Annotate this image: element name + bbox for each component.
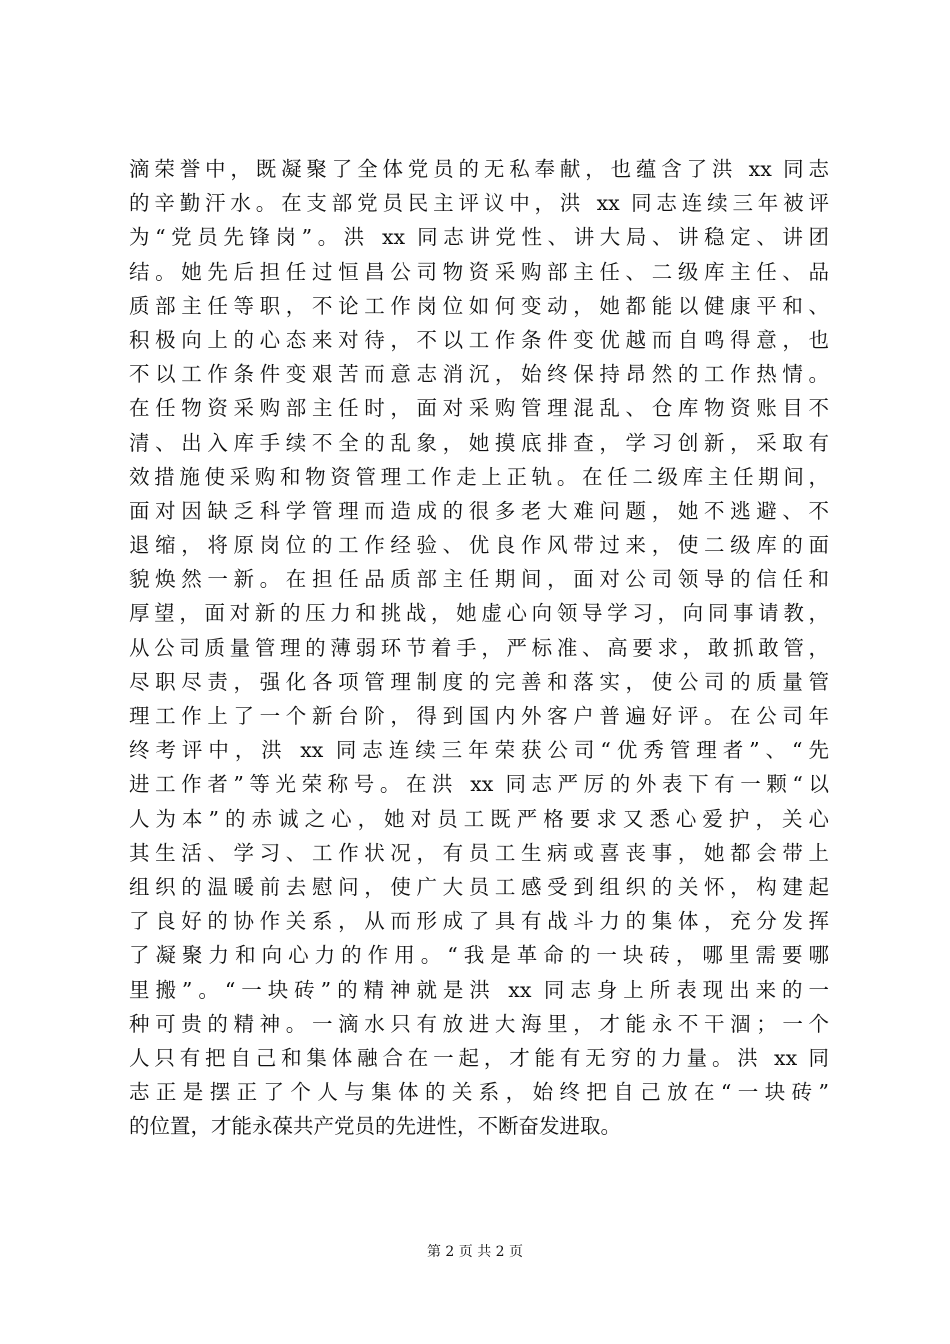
text-line: 效措施使采购和物资管理工作走上正轨。在任二级库主任期间， xyxy=(129,464,829,489)
text-line: 貌焕然一新。在担任品质部主任期间，面对公司领导的信任和 xyxy=(129,567,829,592)
text-line: 种可贵的精神。一滴水只有放进大海里，才能永不干涸；一个 xyxy=(129,1011,829,1036)
text-line: 进工作者”等光荣称号。在洪 xx 同志严厉的外表下有一颗“以 xyxy=(129,772,829,797)
text-line: 组织的温暖前去慰问，使广大员工感受到组织的关怀，构建起 xyxy=(129,874,829,899)
text-line: 质部主任等职，不论工作岗位如何变动，她都能以健康平和、 xyxy=(129,293,829,318)
text-line: 了良好的协作关系，从而形成了具有战斗力的集体，充分发挥 xyxy=(129,909,829,934)
text-line: 终考评中，洪 xx 同志连续三年荣获公司“优秀管理者”、“先 xyxy=(129,738,829,763)
text-line: 的辛勤汗水。在支部党员民主评议中，洪 xx 同志连续三年被评 xyxy=(129,191,829,216)
text-line: 尽职尽责，强化各项管理制度的完善和落实，使公司的质量管 xyxy=(129,669,829,694)
text-line: 里搬”。“一块砖”的精神就是洪 xx 同志身上所表现出来的一 xyxy=(129,977,829,1002)
text-line: 了凝聚力和向心力的作用。“我是革命的一块砖，哪里需要哪 xyxy=(129,943,829,968)
text-line: 志正是摆正了个人与集体的关系，始终把自己放在“一块砖” xyxy=(129,1080,829,1105)
body-text xyxy=(129,152,829,1143)
text-line: 的位置，才能永葆共产党员的先进性，不断奋发进取。 xyxy=(129,1114,621,1139)
text-line: 在任物资采购部主任时，面对采购管理混乱、仓库物资账目不 xyxy=(129,396,829,421)
text-line: 滴荣誉中，既凝聚了全体党员的无私奉献，也蕴含了洪 xx 同志 xyxy=(129,157,829,181)
text-line: 人为本”的赤诚之心，她对员工既严格要求又悉心爱护，关心 xyxy=(129,806,829,831)
text-line: 理工作上了一个新台阶，得到国内外客户普遍好评。在公司年 xyxy=(129,704,829,728)
text-line: 从公司质量管理的薄弱环节着手，严标准、高要求，敢抓敢管， xyxy=(129,635,829,660)
text-line: 积极向上的心态来对待，不以工作条件变优越而自鸣得意，也 xyxy=(129,327,829,352)
text-line: 为“党员先锋岗”。洪 xx 同志讲党性、讲大局、讲稳定、讲团 xyxy=(129,225,829,250)
page-footer: 第 2 页 共 2 页 xyxy=(426,1244,524,1260)
text-line: 结。她先后担任过恒昌公司物资采购部主任、二级库主任、品 xyxy=(129,259,829,284)
text-line: 厚望，面对新的压力和挑战，她虚心向领导学习，向同事请教， xyxy=(129,601,829,626)
text-line: 不以工作条件变艰苦而意志消沉，始终保持昂然的工作热情。 xyxy=(129,362,829,387)
text-line: 人只有把自己和集体融合在一起，才能有无穷的力量。洪 xx 同 xyxy=(129,1045,829,1070)
text-line: 清、出入库手续不全的乱象，她摸底排查，学习创新，采取有 xyxy=(129,430,829,455)
text-line: 面对因缺乏科学管理而造成的很多老大难问题，她不逃避、不 xyxy=(129,498,829,523)
text-line: 其生活、学习、工作状况，有员工生病或喜丧事，她都会带上 xyxy=(129,840,829,865)
text-line: 退缩，将原岗位的工作经验、优良作风带过来，使二级库的面 xyxy=(129,533,829,558)
